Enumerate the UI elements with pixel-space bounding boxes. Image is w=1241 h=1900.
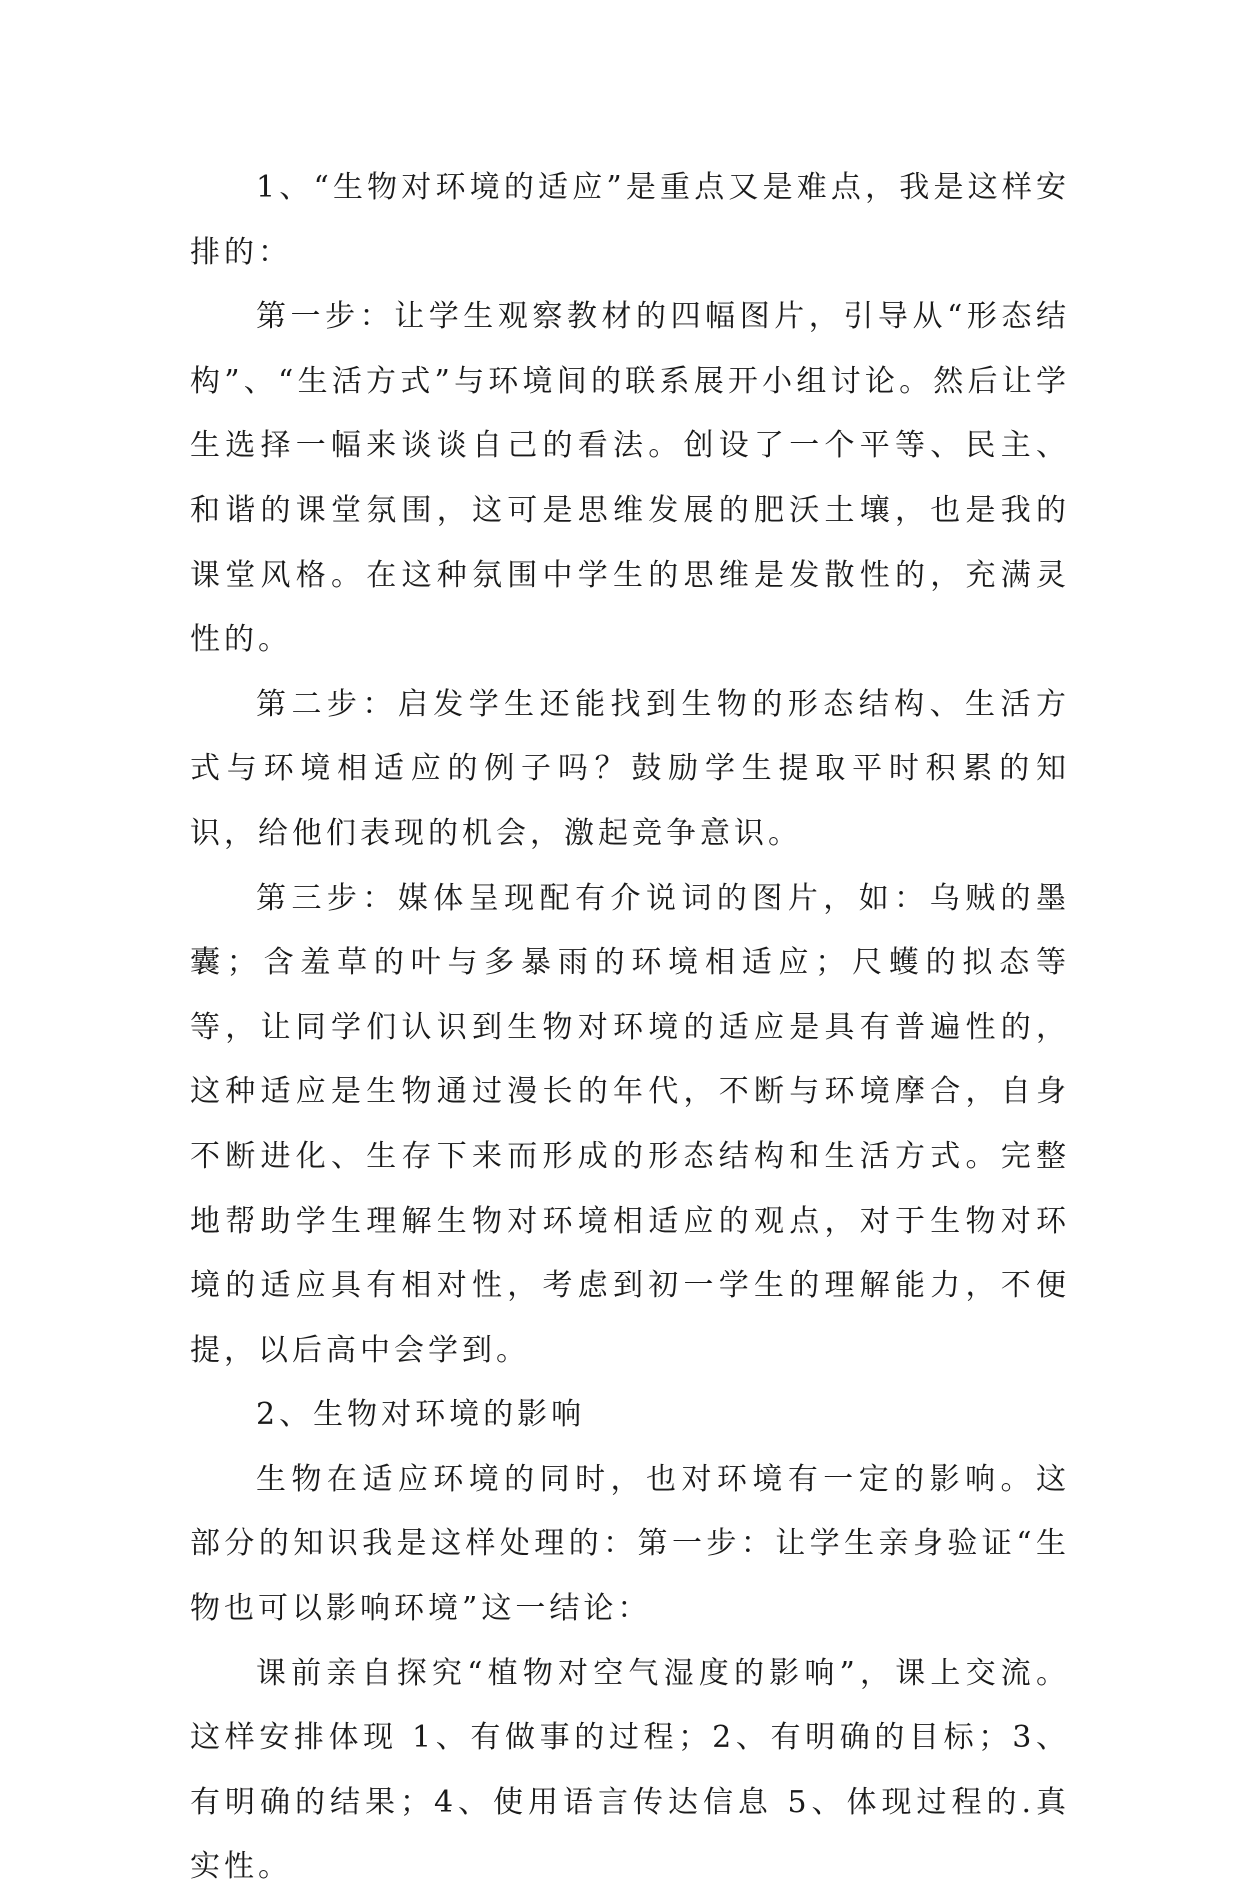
document-body [190,156,1070,1900]
paragraph-inquiry: 课前亲自探究“植物对空气湿度的影响”，课上交流。这样安排体现 1、有做事的过程；2、有明确的目标；3、有明确的结果；4、使用语言传达信息 5、体现过程的.真实性。 [190,1655,1070,1885]
paragraph-step-two: 第二步：启发学生还能找到生物的形态结构、生活方式与环境相适应的例子吗？鼓励学生提取平时积累的知识，给他们表现的机会，激起竞争意识。 [190,686,1070,851]
paragraph-step-three: 第三步：媒体呈现配有介说词的图片，如：乌贼的墨囊；含羞草的叶与多暴雨的环境相适应；尺蠖的拟态等等，让同学们认识到生物对环境的适应是具有普遍性的，这种适应是生物通过漫长的年代，不断与环境摩合，自身不断进化、生存下来而形成的形态结构和生活方式。完整地帮助学生理解生物对环境相适应的观点，对于生物对环境的适应具有相对性，考虑到初一学生的理解能力，不便提，以后高中会学到。 [190,880,1070,1368]
paragraph-step-one: 第一步：让学生观察教材的四幅图片，引导从“形态结构”、“生活方式”与环境间的联系展开小组讨论。然后让学生选择一幅来谈谈自己的看法。创设了一个平等、民主、和谐的课堂氛围，这可是思维发展的肥沃土壤，也是我的课堂风格。在这种氛围中学生的思维是发散性的，充满灵性的。 [190,299,1070,658]
paragraph-influence-intro: 生物在适应环境的同时，也对环境有一定的影响。这部分的知识我是这样处理的：第一步：让学生亲身验证“生物也可以影响环境”这一结论： [190,1461,1070,1627]
paragraph-influence-heading: 2、生物对环境的影响 [256,1397,586,1433]
paragraph-adaptation-heading: 1、“生物对环境的适应”是重点又是难点，我是这样安排的： [190,170,1070,270]
